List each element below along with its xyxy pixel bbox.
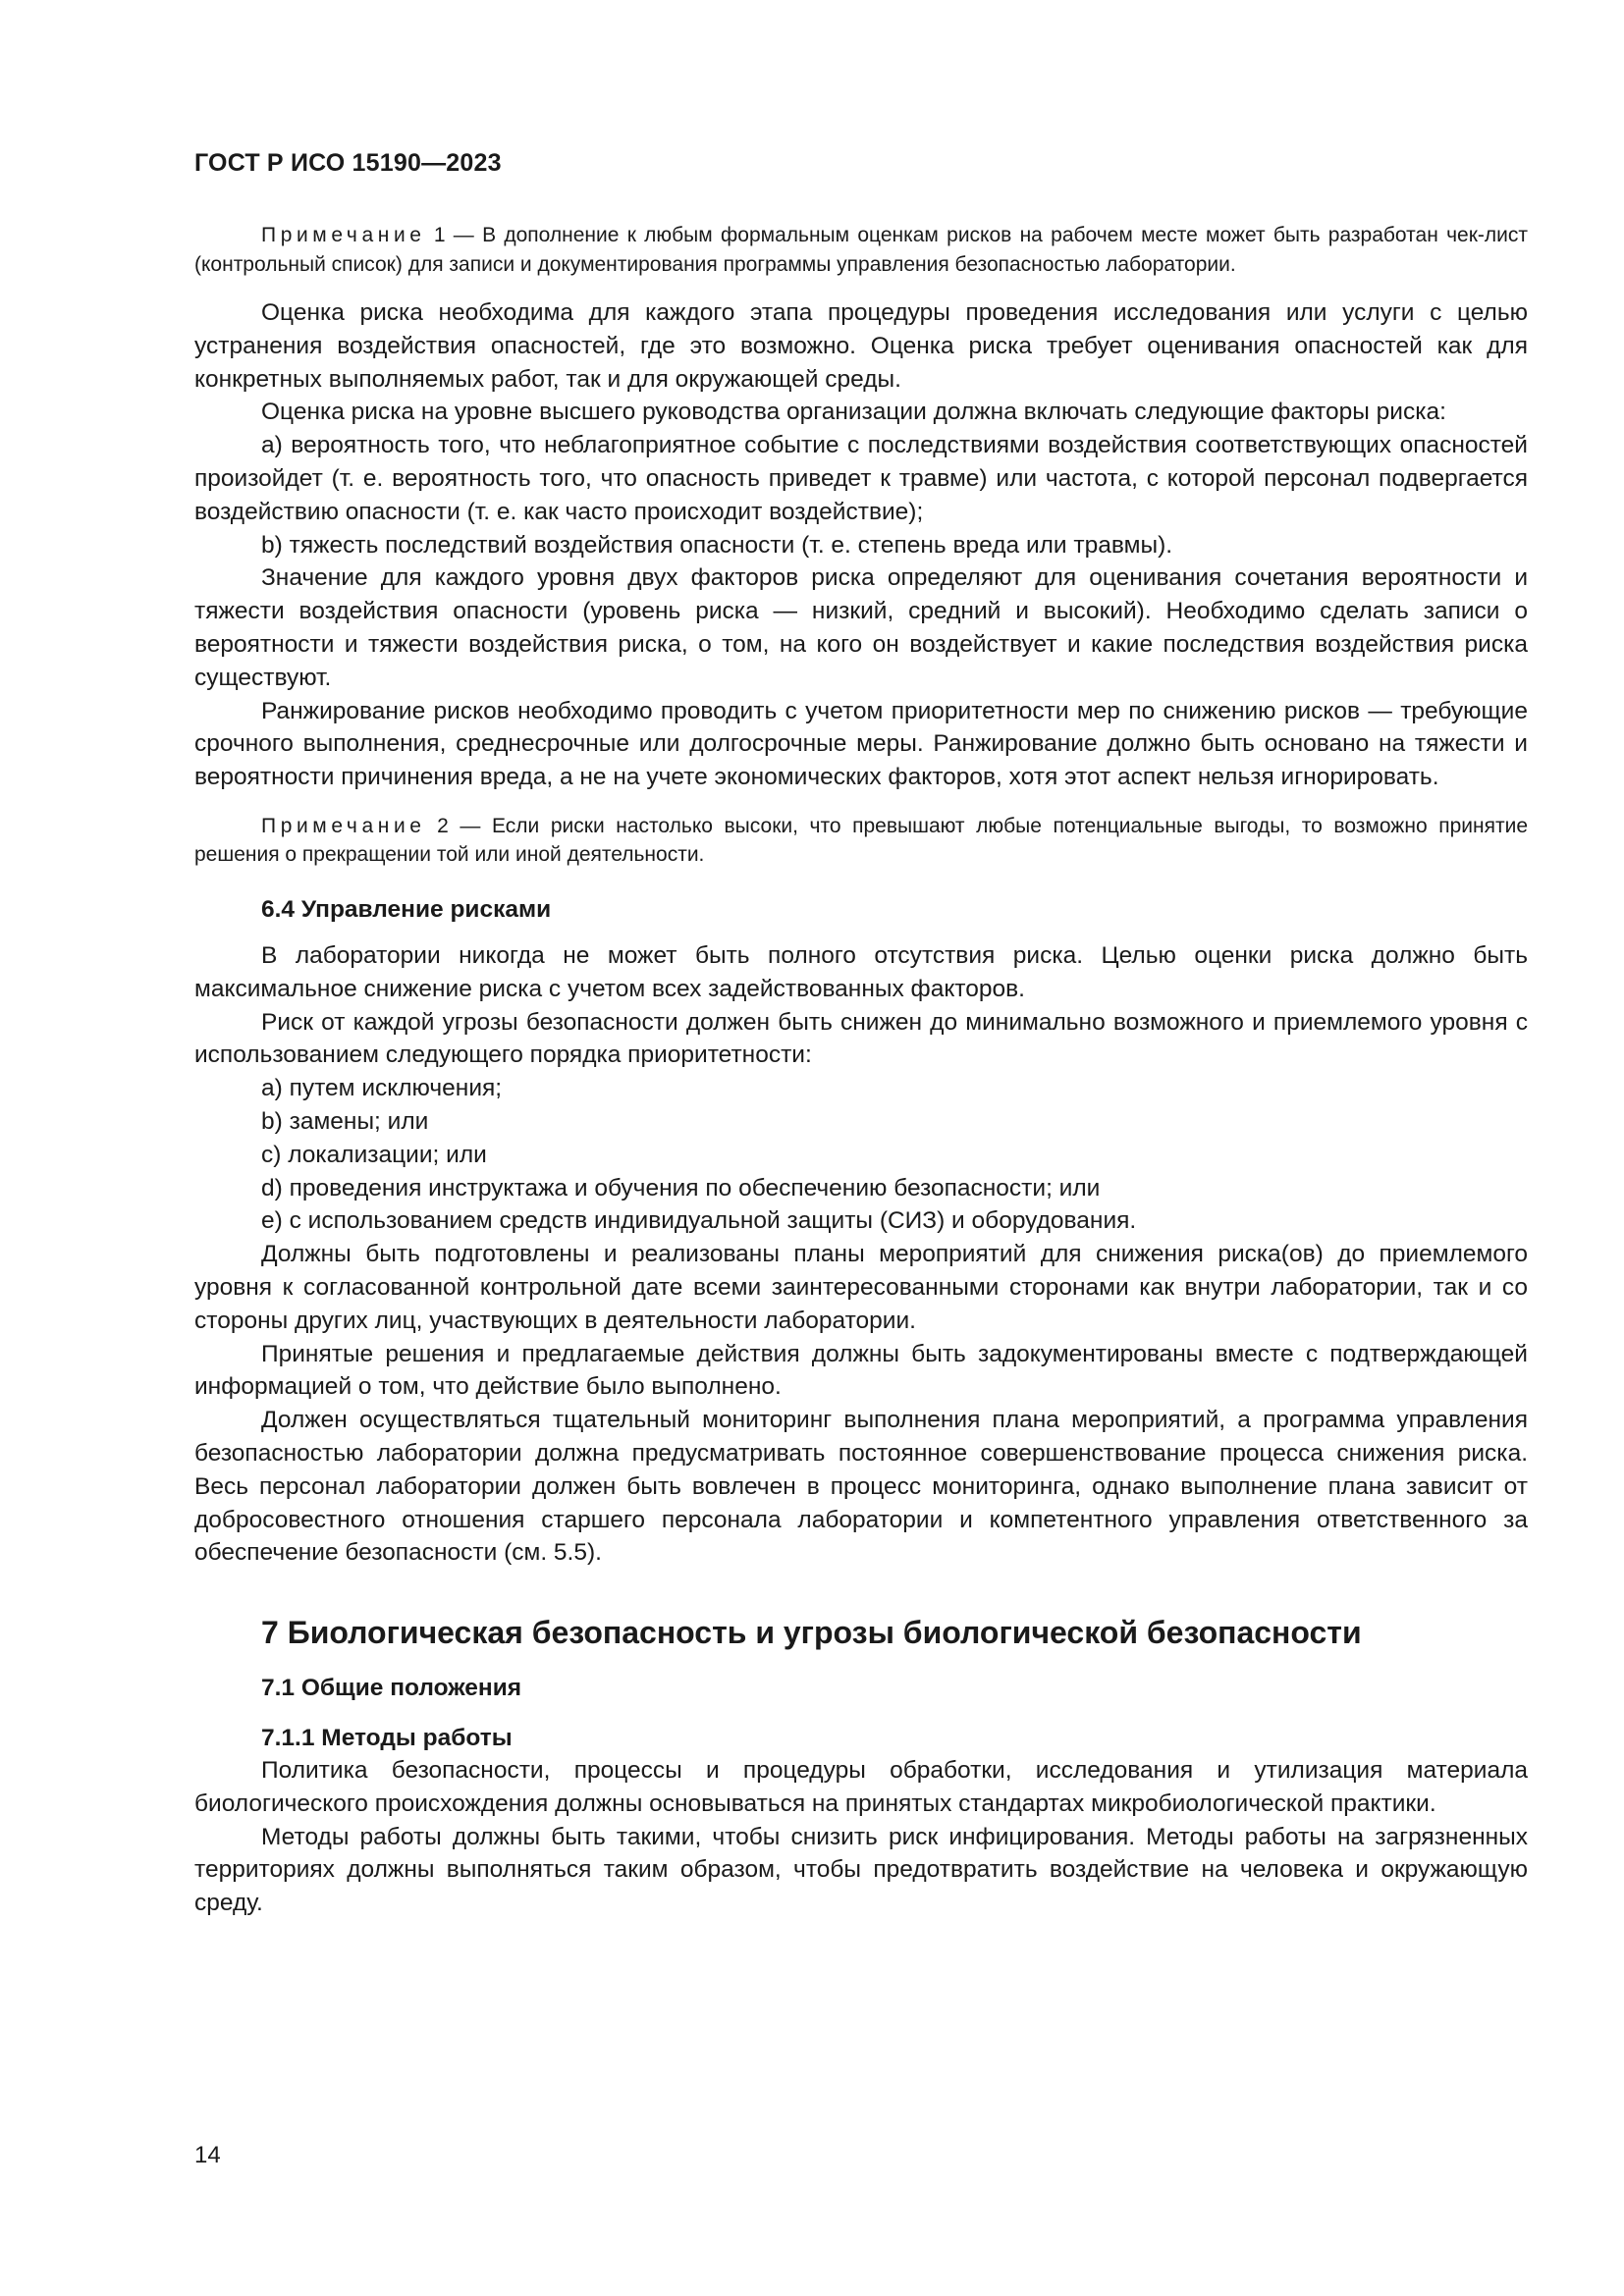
paragraph: Должен осуществляться тщательный мониторинг выполнения плана мероприятий, а программа управления безопасностью лаборатории должна предусматривать постоянное совершенствование процесса снижения риска. Весь персонал лаборатории должен быть вовлечен в процесс мониторинга, однако выполнение плана зависит от добросовестного отношения старшего персонала лаборатории и компетентного управления ответственного за обеспечение безопасности (см. 5.5). — [194, 1407, 1528, 1567]
section-heading-6-4: 6.4 Управление рисками — [261, 895, 552, 923]
note-1-label: Примечание — [261, 224, 426, 246]
paragraph: Должны быть подготовлены и реализованы планы мероприятий для снижения риска(ов) до приемлемого уровня к согласованной контрольной дате всеми заинтересованными сторонами как внутри лаборатории, так и со стороны других лиц, участвующих в деятельности лаборатории. — [194, 1241, 1528, 1334]
note-2-label: Примечание — [261, 814, 426, 837]
section-heading-7: 7 Биологическая безопасность и угрозы биологической безопасности — [261, 1615, 1362, 1651]
page-number: 14 — [194, 2142, 221, 2168]
paragraph: Политика безопасности, процессы и процедуры обработки, исследования и утилизация материала биологического происхождения должны основываться на принятых стандартах микробиологической практики. — [194, 1757, 1528, 1817]
section-heading-7-1-1: 7.1.1 Методы работы — [261, 1725, 513, 1752]
note-1-text: 1 — В дополнение к любым формальным оценкам рисков на рабочем месте может быть разработан чек-лист (контрольный список) для записи и документирования программы управления безопасностью лаборатории. — [194, 224, 1528, 276]
note-2-text: 2 — Если риски настолько высоки, что превышают любые потенциальные выгоды, то возможно принятие решения о прекращении той или иной деятельности. — [194, 814, 1528, 867]
paragraph: Риск от каждой угрозы безопасности должен быть снижен до минимально возможного и приемлемого уровня с использованием следующего порядка приоритетности: — [194, 1008, 1528, 1069]
note-2 — [194, 812, 1528, 870]
list-item: b) замены; или — [261, 1107, 429, 1135]
paragraph: Методы работы должны быть такими, чтобы снизить риск инфицирования. Методы работы на загрязненных территориях должны выполняться таким образом, чтобы предотвратить воздействие на человека и окружающую среду. — [194, 1823, 1528, 1917]
paragraph: Оценка риска необходима для каждого этапа процедуры проведения исследования или услуги с целью устранения воздействия опасностей, где это возможно. Оценка риска требует оценивания опасностей как для конкретных выполняемых работ, так и для окружающей среды. — [194, 299, 1528, 393]
note-1 — [194, 221, 1528, 279]
list-item: b) тяжесть последствий воздействия опасности (т. е. степень вреда или травмы). — [261, 531, 1173, 559]
list-item: a) вероятность того, что неблагоприятное событие с последствиями воздействия соответствующих опасностей произойдет (т. е. вероятность того, что опасность приведет к травме) или частота, с которой персонал подвергается воздействию опасности (т. е. как часто происходит воздействие); — [194, 432, 1528, 525]
paragraph: Оценка риска на уровне высшего руководства организации должна включать следующие факторы риска: — [261, 399, 1446, 426]
paragraph: Ранжирование рисков необходимо проводить с учетом приоритетности мер по снижению рисков — требующие срочного выполнения, среднесрочные или долгосрочные меры. Ранжирование должно быть основано на тяжести и вероятности причинения вреда, а не на учете экономических факторов, хотя этот аспект нельзя игнорировать. — [194, 697, 1528, 791]
list-item: c) локализации; или — [261, 1141, 487, 1168]
list-item: a) путем исключения; — [261, 1075, 503, 1102]
list-item: e) с использованием средств индивидуальной защиты (СИЗ) и оборудования. — [261, 1207, 1137, 1235]
paragraph: Значение для каждого уровня двух факторов риска определяют для оценивания сочетания вероятности и тяжести воздействия опасности (уровень риска — низкий, средний и высокий). Необходимо сделать записи о вероятности и тяжести воздействия риска, о том, на кого он воздействует и какие последствия воздействия риска существуют. — [194, 564, 1528, 691]
paragraph: Принятые решения и предлагаемые действия должны быть задокументированы вместе с подтверждающей информацией о том, что действие было выполнено. — [194, 1340, 1528, 1401]
paragraph: В лаборатории никогда не может быть полного отсутствия риска. Целью оценки риска должно быть максимальное снижение риска с учетом всех задействованных факторов. — [194, 941, 1528, 1002]
document-code-header: ГОСТ Р ИСО 15190—2023 — [194, 149, 502, 177]
section-heading-7-1: 7.1 Общие положения — [261, 1675, 522, 1702]
page-content — [194, 221, 1528, 1920]
list-item: d) проведения инструктажа и обучения по обеспечению безопасности; или — [261, 1174, 1101, 1201]
